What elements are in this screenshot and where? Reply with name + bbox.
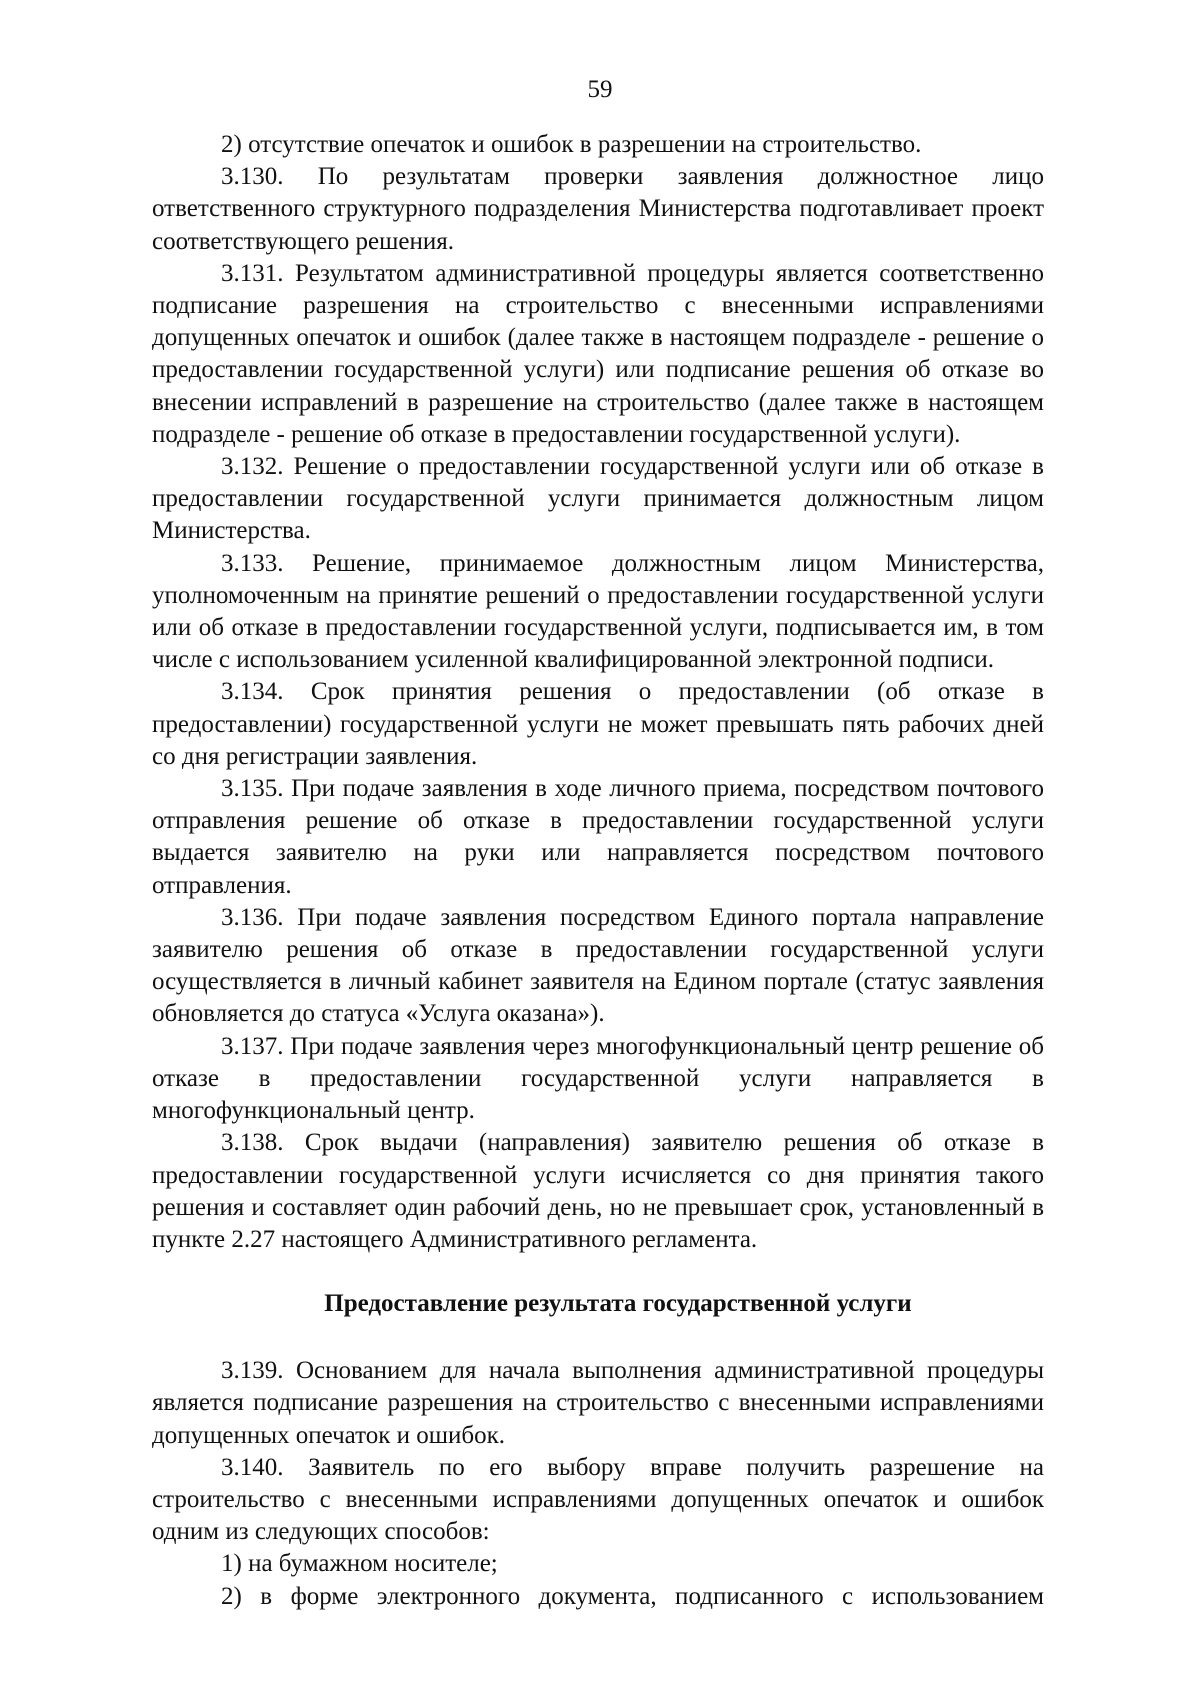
paragraph-3-134: 3.134. Срок принятия решения о предоставлении (об отказе в предоставлении) государственной услуги не может превышать пять рабочих дней со дня регистрации заявления. xyxy=(152,678,1044,770)
paragraph-item-2: 2) отсутствие опечаток и ошибок в разрешении на строительство. xyxy=(221,131,922,158)
paragraph-3-136: 3.136. При подаче заявления посредством Единого портала направление заявителю решения об отказе в предоставлении государственной услуги осуществляется в личный кабинет заявителя на Едином портале (статус заявления обновляется до статуса «Услуга оказана»). xyxy=(152,903,1044,1028)
list-item-electronic: 2) в форме электронного документа, подписанного с использованием xyxy=(221,1582,1044,1610)
paragraph-3-135: 3.135. При подаче заявления в ходе личного приема, посредством почтового отправления решение об отказе в предоставлении государственной услуги выдается заявителю на руки или направляется посредством почтового отправления. xyxy=(152,775,1044,899)
paragraph-3-140: 3.140. Заявитель по его выбору вправе получить разрешение на строительство с внесенными исправлениями допущенных опечаток и ошибок одним из следующих способов: xyxy=(152,1453,1044,1546)
paragraph-3-130: 3.130. По результатам проверки заявления должностное лицо ответственного структурного подразделения Министерства подготавливает проект соответствующего решения. xyxy=(152,163,1044,255)
document-body xyxy=(152,129,1044,1613)
paragraph-3-138: 3.138. Срок выдачи (направления) заявителю решения об отказе в предоставлении государственной услуги исчисляется со дня принятия такого решения и составляет один рабочий день, но не превышает срок, установленный в пункте 2.27 настоящего Административного регламента. xyxy=(152,1129,1044,1253)
paragraph-3-132: 3.132. Решение о предоставлении государственной услуги или об отказе в предоставлении государственной услуги принимается должностным лицом Министерства. xyxy=(152,453,1044,545)
list-item-paper: 1) на бумажном носителе; xyxy=(221,1550,498,1578)
page-number: 59 xyxy=(587,76,613,103)
section-heading: Предоставление результата государственной услуги xyxy=(324,1290,912,1318)
paragraph-3-139: 3.139. Основанием для начала выполнения административной процедуры является подписание разрешения на строительство с внесенными исправлениями допущенных опечаток и ошибок. xyxy=(152,1357,1044,1449)
paragraph-3-137: 3.137. При подаче заявления через многофункциональный центр решение об отказе в предоставлении государственной услуги направляется в многофункциональный центр. xyxy=(152,1032,1044,1125)
paragraph-3-131: 3.131. Результатом административной процедуры является соответственно подписание разрешения на строительство с внесенными исправлениями допущенных опечаток и ошибок (далее также в настоящем подразделе - решение о предоставлении государственной услуги) или подписание решения об отказе во внесении исправлений в разрешение на строительство (далее также в настоящем подразделе - решение об отказе в предоставлении государственной услуги). xyxy=(152,259,1044,448)
paragraph-3-133: 3.133. Решение, принимаемое должностным лицом Министерства, уполномоченным на принятие решений о предоставлении государственной услуги или об отказе в предоставлении государственной услуги, подписывается им, в том числе с использованием усиленной квалифицированной электронной подписи. xyxy=(152,549,1044,674)
